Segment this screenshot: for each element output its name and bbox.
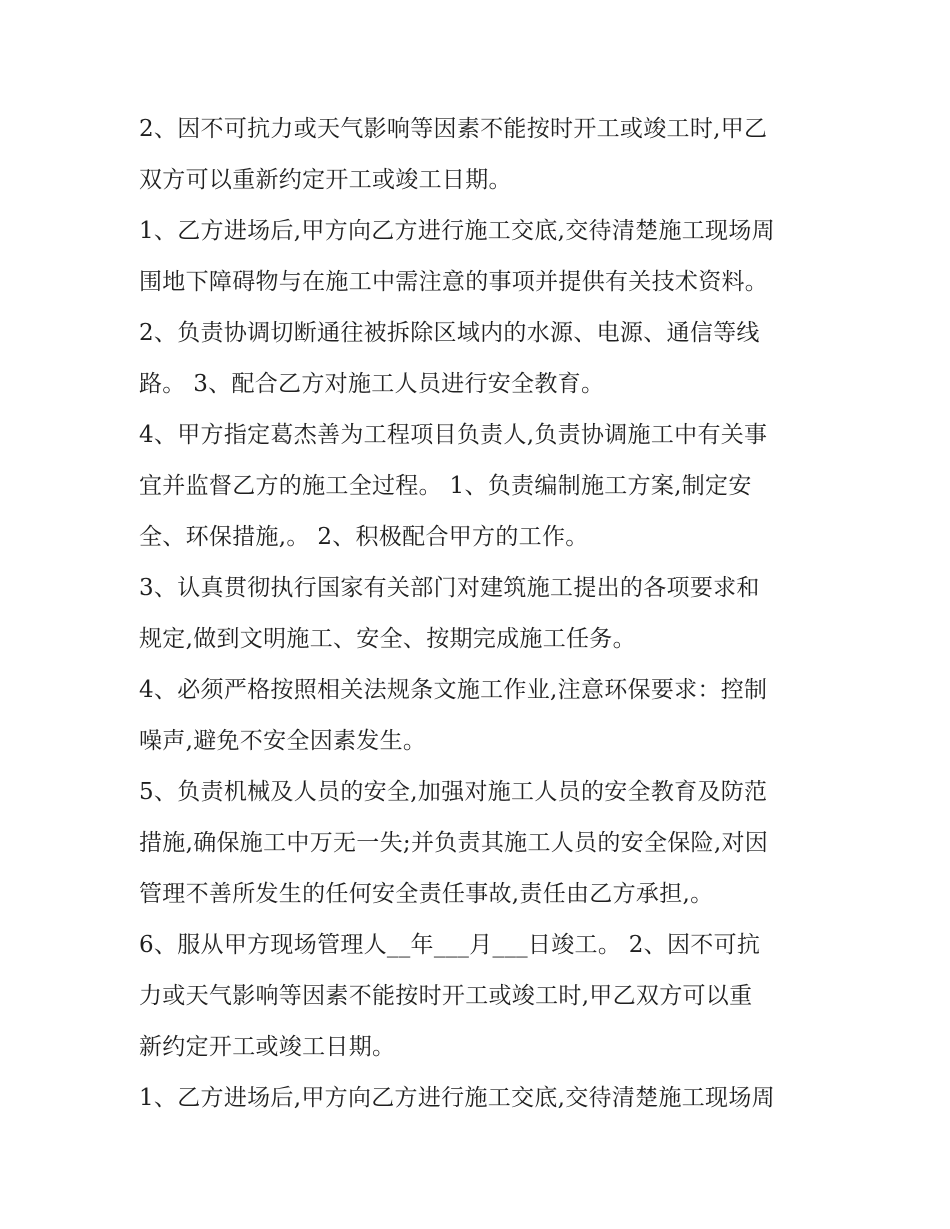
paragraph xyxy=(139,920,811,1073)
text-line: 噪声,避免不安全因素发生。 xyxy=(139,728,427,754)
text-line: 新约定开工或竣工日期。 xyxy=(139,1034,396,1060)
text-line: 围地下障碍物与在施工中需注意的事项并提供有关技术资料。 xyxy=(139,269,769,295)
text-line: 6、服从甲方现场管理人__年___月___日竣工。 2、因不可抗 xyxy=(139,932,761,958)
text-line: 1、乙方进场后,甲方向乙方进行施工交底,交待清楚施工现场周 xyxy=(139,218,775,244)
text-line: 2、因不可抗力或天气影响等因素不能按时开工或竣工时,甲乙 xyxy=(139,116,768,142)
paragraph xyxy=(139,767,811,920)
text-line: 双方可以重新约定开工或竣工日期。 xyxy=(139,167,512,193)
text-line: 全、环保措施,。 2、积极配合甲方的工作。 xyxy=(139,524,589,550)
text-line: 措施,确保施工中万无一失;并负责其施工人员的安全保险,对因 xyxy=(139,830,769,856)
text-line: 2、负责协调切断通往被拆除区域内的水源、电源、通信等线 xyxy=(139,320,760,346)
text-line: 规定,做到文明施工、安全、按期完成施工任务。 xyxy=(139,626,636,652)
paragraph xyxy=(139,308,811,410)
text-line: 路。 3、配合乙方对施工人员进行安全教育。 xyxy=(139,371,605,397)
paragraph xyxy=(139,1073,811,1124)
text-line: 宜并监督乙方的施工全过程。 1、负责编制施工方案,制定安 xyxy=(139,473,752,499)
paragraph xyxy=(139,206,811,308)
text-line: 力或天气影响等因素不能按时开工或竣工时,甲乙双方可以重 xyxy=(139,983,753,1009)
text-line: 3、认真贯彻执行国家有关部门对建筑施工提出的各项要求和 xyxy=(139,575,760,601)
paragraph xyxy=(139,104,811,206)
text-line: 4、必须严格按照相关法规条文施工作业,注意环保要求：控制 xyxy=(139,677,768,703)
text-line: 管理不善所发生的任何安全责任事故,责任由乙方承担,。 xyxy=(139,881,714,907)
text-line: 5、负责机械及人员的安全,加强对施工人员的安全教育及防范 xyxy=(139,779,768,805)
text-line: 4、甲方指定葛杰善为工程项目负责人,负责协调施工中有关事 xyxy=(139,422,768,448)
paragraph xyxy=(139,665,811,767)
text-line: 1、乙方进场后,甲方向乙方进行施工交底,交待清楚施工现场周 xyxy=(139,1085,775,1111)
paragraph xyxy=(139,410,811,563)
document-body xyxy=(139,104,811,1124)
paragraph xyxy=(139,563,811,665)
